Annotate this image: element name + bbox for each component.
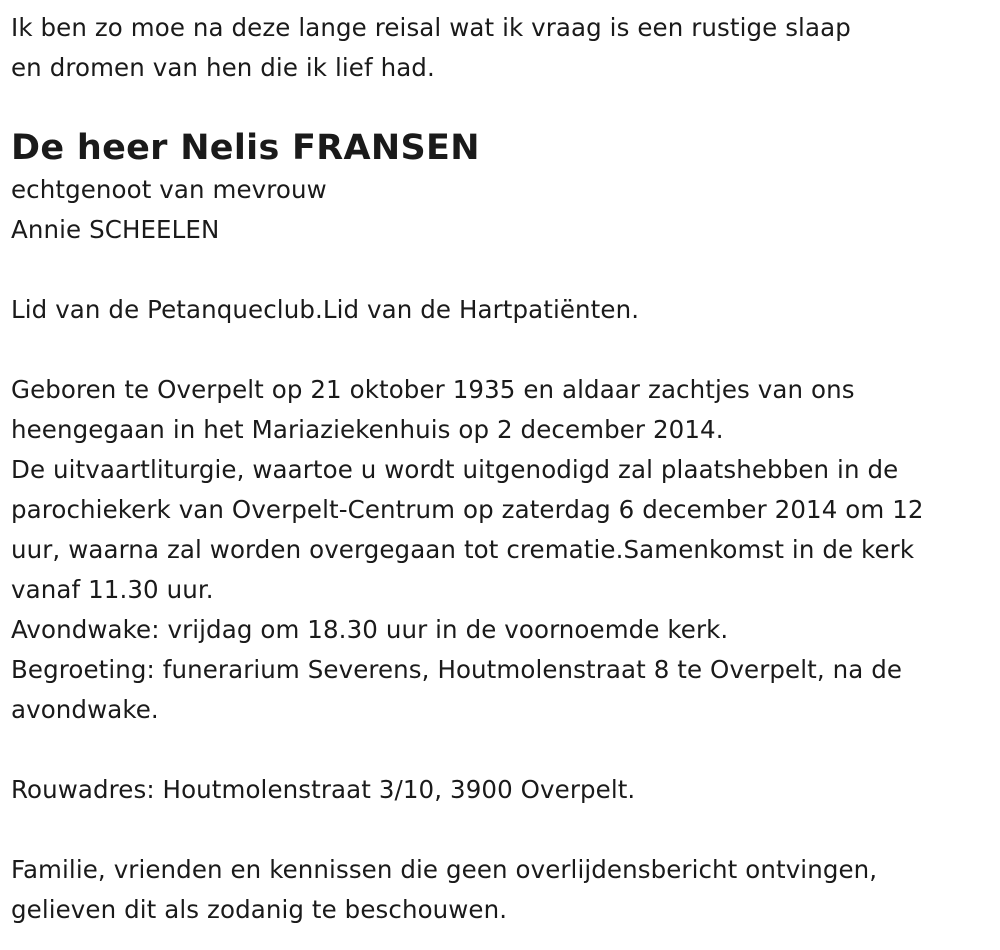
spouse-line-1: echtgenoot van mevrouw xyxy=(11,175,327,204)
details-line-4: parochiekerk van Overpelt-Centrum op zaterdag 6 december 2014 om 12 xyxy=(11,495,924,524)
poem-line-2: en dromen van hen die ik lief had. xyxy=(11,53,435,82)
details-line-1: Geboren te Overpelt op 21 oktober 1935 en aldaar zachtjes van ons xyxy=(11,375,855,404)
closing-line-2: gelieven dit als zodanig te beschouwen. xyxy=(11,895,508,924)
spouse-line-2: Annie SCHEELEN xyxy=(11,215,220,244)
spacer xyxy=(11,250,991,290)
details-line-6: vanaf 11.30 uur. xyxy=(11,575,214,604)
details-line-2: heengegaan in het Mariaziekenhuis op 2 december 2014. xyxy=(11,415,724,444)
details-line-7: Avondwake: vrijdag om 18.30 uur in de voornoemde kerk. xyxy=(11,615,729,644)
details-line-8: Begroeting: funerarium Severens, Houtmolenstraat 8 te Overpelt, na de xyxy=(11,655,903,684)
spacer xyxy=(11,330,991,370)
deceased-name: De heer Nelis FRANSEN xyxy=(11,128,480,168)
mourning-address: Rouwadres: Houtmolenstraat 3/10, 3900 Overpelt. xyxy=(11,775,636,804)
poem-line-1: Ik ben zo moe na deze lange reisal wat ik vraag is een rustige slaap xyxy=(11,13,851,42)
details-line-3: De uitvaartliturgie, waartoe u wordt uitgenodigd zal plaatshebben in de xyxy=(11,455,899,484)
membership-text: Lid van de Petanqueclub.Lid van de Hartpatiënten. xyxy=(11,295,640,324)
obituary-document xyxy=(11,8,991,930)
closing-line-1: Familie, vrienden en kennissen die geen overlijdensbericht ontvingen, xyxy=(11,855,878,884)
details-line-5: uur, waarna zal worden overgegaan tot crematie.Samenkomst in de kerk xyxy=(11,535,915,564)
spacer xyxy=(11,810,991,850)
spacer xyxy=(11,730,991,770)
details-line-9: avondwake. xyxy=(11,695,159,724)
